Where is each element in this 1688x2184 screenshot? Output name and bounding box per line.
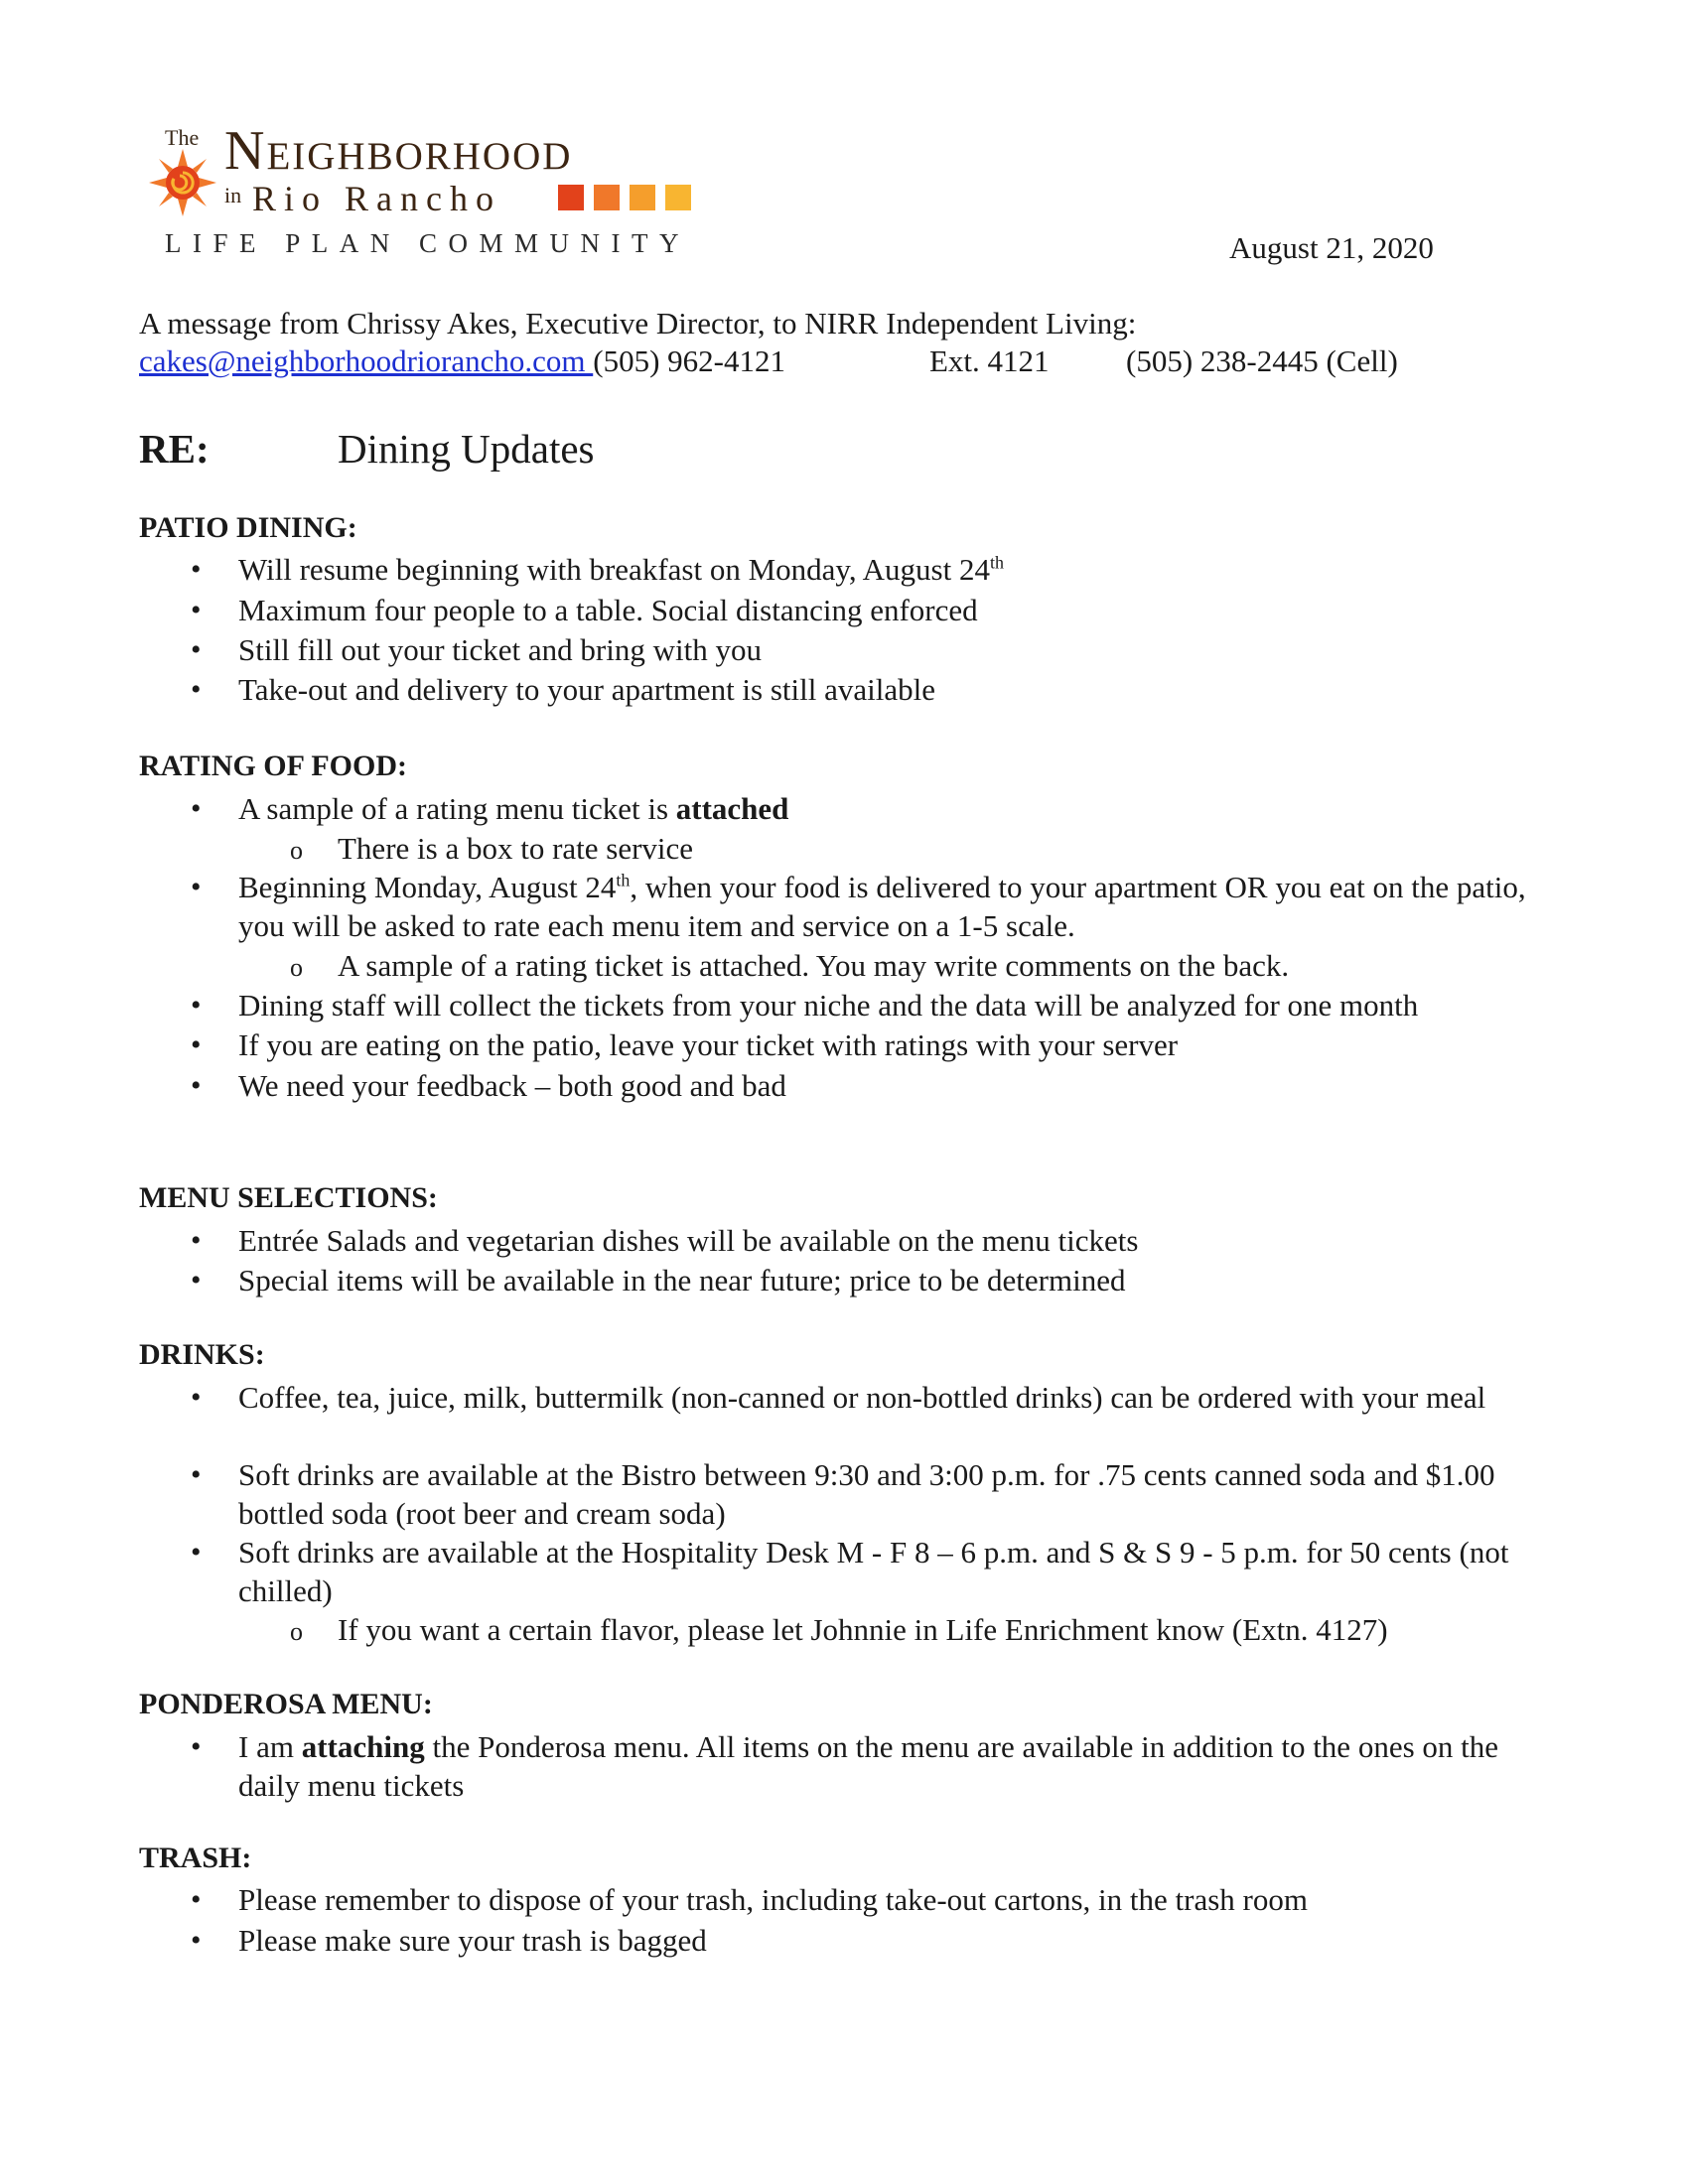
section-heading-patio: PATIO DINING: (139, 511, 357, 544)
list-item: • Please make sure your trash is bagged (238, 1921, 1559, 1960)
logo-square (665, 185, 691, 210)
logo-name: Neighborhood (224, 120, 573, 182)
re-subject: Dining Updates (338, 426, 595, 472)
logo-square (630, 185, 655, 210)
list-item: • Still fill out your ticket and bring with you (238, 630, 1559, 669)
sub-list-item: o If you want a certain flavor, please let Johnnie in Life Enrichment know (Extn. 4127) (338, 1610, 1559, 1649)
list-item: • Beginning Monday, August 24th, when your food is delivered to your apartment OR you eat on the patio, you will be asked to rate each menu item and service on a 1-5 scale. (238, 868, 1559, 945)
contact-line (139, 343, 785, 379)
list-item: • We need your feedback – both good and bad (238, 1066, 1559, 1105)
sub-list-item: o A sample of a rating ticket is attached. You may write comments on the back. (338, 946, 1559, 985)
intro-line: A message from Chrissy Akes, Executive Director, to NIRR Independent Living: (139, 306, 1137, 341)
section-heading-trash: TRASH: (139, 1842, 252, 1874)
list-item: • Special items will be available in the near future; price to be determined (238, 1261, 1559, 1299)
list-item: • Soft drinks are available at the Bistro between 9:30 and 3:00 p.m. for .75 cents canned soda and $1.00 bottled soda (root beer and cream soda) (238, 1455, 1559, 1533)
list-item: • Coffee, tea, juice, milk, buttermilk (non-canned or non-bottled drinks) can be ordered with your meal (238, 1378, 1559, 1417)
section-heading-ponderosa: PONDEROSA MENU: (139, 1688, 433, 1720)
logo-square (558, 185, 584, 210)
logo-tagline: LIFE PLAN COMMUNITY (165, 228, 690, 258)
email-link[interactable]: cakes@neighborhoodriorancho.com (139, 343, 594, 378)
logo-square (594, 185, 620, 210)
list-item: • Take-out and delivery to your apartment is still available (238, 670, 1559, 709)
list-item: • A sample of a rating menu ticket is attached (238, 789, 1559, 828)
list-item: • Soft drinks are available at the Hospitality Desk M - F 8 – 6 p.m. and S & S 9 - 5 p.m. for 50 cents (not chilled) (238, 1533, 1559, 1610)
list-item: • If you are eating on the patio, leave your ticket with ratings with your server (238, 1025, 1559, 1064)
logo-in: in (224, 183, 242, 207)
logo-the: The (165, 125, 200, 150)
section-heading-rating: RATING OF FOOD: (139, 750, 407, 782)
letter-date: August 21, 2020 (1229, 230, 1434, 265)
extension: Ext. 4121 (929, 343, 1050, 378)
section-heading-menu: MENU SELECTIONS: (139, 1181, 438, 1214)
sub-list-item: o There is a box to rate service (338, 829, 1559, 868)
community-logo (149, 119, 735, 258)
sun-icon (149, 149, 216, 216)
section-heading-drinks: DRINKS: (139, 1338, 265, 1371)
list-item: • Maximum four people to a table. Social distancing enforced (238, 591, 1559, 629)
re-label: RE: (139, 426, 210, 472)
office-phone: (505) 962-4121 (593, 343, 785, 378)
logo-place: Rio Rancho (252, 179, 501, 218)
list-item: • Dining staff will collect the tickets from your niche and the data will be analyzed for one month (238, 986, 1559, 1024)
list-item: • Please remember to dispose of your trash, including take-out cartons, in the trash room (238, 1880, 1559, 1919)
logo-squares (558, 185, 691, 210)
list-item: • Entrée Salads and vegetarian dishes will be available on the menu tickets (238, 1221, 1559, 1260)
list-item: • I am attaching the Ponderosa menu. All items on the menu are available in addition to the ones on the daily menu tickets (238, 1727, 1559, 1805)
list-item: • Will resume beginning with breakfast on Monday, August 24th (238, 550, 1559, 589)
cell-phone: (505) 238-2445 (Cell) (1126, 343, 1398, 378)
